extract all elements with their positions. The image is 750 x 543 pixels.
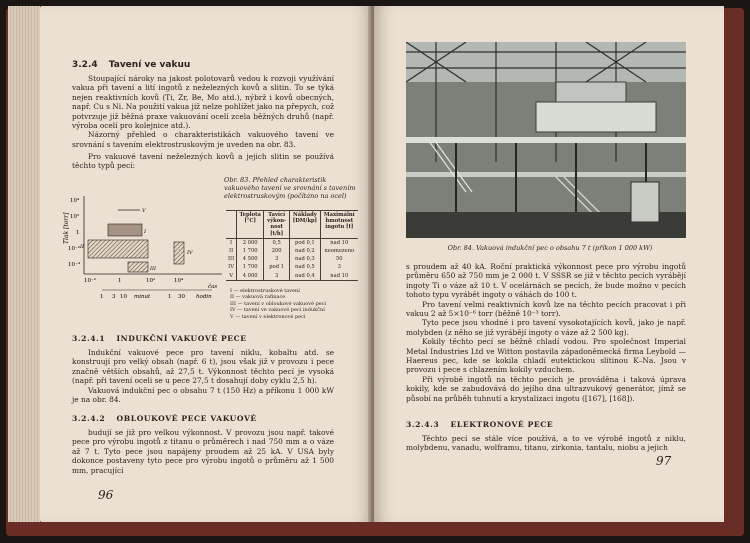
region-box-I <box>108 224 142 236</box>
time-tick: 1 <box>100 294 104 300</box>
figure-83-table <box>226 210 358 281</box>
subsection-number: 3.2.4.1 <box>72 334 106 343</box>
page-number: 96 <box>98 488 114 502</box>
furnace-photo <box>406 42 686 238</box>
table-cell: II <box>229 248 234 255</box>
table-row <box>226 247 358 255</box>
region-label: I <box>144 229 146 235</box>
table-header: Tavící výkon-nost [t/h] <box>264 211 290 239</box>
figure-83-caption <box>224 176 360 200</box>
region-boxes <box>88 210 184 272</box>
table-cell: neomezeno <box>320 247 358 255</box>
table-cell: 4 000 <box>237 272 264 281</box>
subsection-title: INDUKČNÍ VAKUOVÉ PECE <box>116 334 247 343</box>
table-cell: IV <box>228 264 234 271</box>
region-label: II <box>80 244 84 250</box>
paragraph: Těchto pecí se stále více používá, a to ve výrobě ingotů z niklu, molybdenu, vanadu, wolframu, titanu, zirkonia, tantalu, niobu a jejich <box>406 434 686 453</box>
region-label: V <box>142 208 146 214</box>
table-cell: 0,5 <box>264 238 290 247</box>
x-axis-label: čas <box>208 284 218 290</box>
legend-item: IV — tavení ve vakuové peci indukční <box>230 307 325 314</box>
table-cell: nad 0,5 <box>290 263 320 271</box>
intro-text-tail <box>72 152 334 171</box>
table-cell: nad 10 <box>320 272 358 281</box>
figure-84-caption: Obr. 84. Vakuová indukční pec o obsahu 7 t (příkon 1 000 kW) <box>447 244 653 252</box>
table-row <box>226 272 358 281</box>
y-tick: 10⁴ <box>70 198 80 204</box>
x-tick: 10⁻² <box>84 278 97 284</box>
legend-item: I — elektrostruskové tavení <box>230 288 300 294</box>
table-header <box>226 211 237 239</box>
region-box-II <box>88 240 148 258</box>
table-cell: 3 <box>264 255 290 263</box>
time-unit: hodin <box>196 294 212 300</box>
table-cell: V <box>229 272 233 279</box>
time-tick: 3 <box>112 294 116 300</box>
table-cell: 1 700 <box>237 263 264 271</box>
intro-text <box>72 74 334 149</box>
table-cell: III <box>228 256 235 263</box>
subsection-number: 3.2.4.2 <box>72 414 106 423</box>
section-heading <box>72 60 190 70</box>
time-unit: minut <box>134 294 151 300</box>
section-number: 3.2.4 <box>72 60 98 70</box>
x-ticks <box>84 277 184 284</box>
table-cell: 200 <box>264 247 290 255</box>
time-tick: 10 <box>120 294 127 300</box>
legend-item: II — vakuová rafinace <box>230 294 286 301</box>
time-axis <box>100 283 217 300</box>
subsection-title: ELEKTRONOVÉ PECE <box>450 420 554 429</box>
right-text <box>406 262 686 403</box>
paragraph: Při výrobě ingotů na těchto pecích je prováděna i taková úprava kokily, kde se zabudovává do jejího dna ultrazvukový generátor, jímž se působí na průběh tuhnutí a krystalizaci ingotu ([167], [168]). <box>406 374 686 403</box>
y-axis-label: Tlak [torr] <box>63 212 70 244</box>
paragraph: Pro vakuové tavení neželezných kovů a jejich slitin se používá těchto typů pecí: <box>72 152 334 171</box>
table-cell: nad 0,2 <box>290 247 320 255</box>
right-page <box>374 6 724 522</box>
table-cell: I <box>230 239 233 246</box>
table-header: Teplota [°C] <box>237 211 264 239</box>
table-header-row <box>226 211 358 239</box>
y-tick: 10⁻⁴ <box>68 262 81 268</box>
subsection-heading <box>406 420 553 429</box>
table-header: Náklady [DM/kp] <box>290 211 320 239</box>
paragraph: budují se již pro velkou výkonnost. V provozu jsou např. takové pece pro výrobu ingotů z titanu o průměrech i nad 750 mm a o váze až 7 t. Tyto pece jsou napájeny proudem až 25 kA. V USA byly dokonce postaveny tyto pece pro výrobu ingotů o průměru až 1 500 mm, pracující <box>72 428 334 475</box>
table-cell: 4 500 <box>237 255 264 263</box>
sub3-text <box>406 434 686 453</box>
sub1-text <box>72 348 334 404</box>
paragraph: Vakuová indukční pec o obsahu 7 t (150 Hz) a příkonu 1 000 kW je na obr. 84. <box>72 385 334 405</box>
region-label: IV <box>187 250 193 256</box>
page-number: 97 <box>656 454 672 468</box>
table-row <box>226 263 358 271</box>
x-tick: 10² <box>146 278 156 284</box>
table-cell: 50 <box>320 255 358 263</box>
subsection-title: OBLOUKOVÉ PECE VAKUOVÉ <box>116 414 257 423</box>
table-row <box>226 255 358 263</box>
paragraph: Kokily těchto pecí se běžně chladí vodou. Pro společnost Imperial Metal Industries Ltd ve Witton postavila západoněmecká firma Leybold — Haereus pec, kde se kokila chladí eutektickou slitinou K–Na. Jsou v provozu i pece s chlazením kokily vzduchem. <box>406 337 686 375</box>
figure-83-legend <box>230 288 362 320</box>
y-tick: 1 <box>76 230 80 236</box>
figure-83-chart <box>62 190 232 310</box>
subsection-number: 3.2.4.3 <box>406 420 440 429</box>
table-cell: 1 700 <box>237 247 264 255</box>
time-tick: 1 <box>168 294 172 300</box>
subsection-heading <box>72 334 247 343</box>
paragraph: Stoupající nároky na jakost polotovarů vedou k rozvoji využívání vakua při tavení a lití ingotů z neželezných kovů a slitin. To se týká nejen reaktivních kovů (Ti, Zr, Be, Mo atd.), nýbrž i kovů obecných, např. Cu s Ni. Na použití vakua již nelze pohlížet jako na přepych, což potvrzuje již běžná praxe vakuování ocelí zcela běžných druhů (např. výroba ocelí pro kolejnice atd.). <box>72 74 334 131</box>
table-cell: nad 10 <box>320 238 358 247</box>
section-title: Tavení ve vakuu <box>108 60 191 70</box>
paragraph: Pro tavení velmi reaktivních kovů lze na těchto pecích pracovat i při vakuu 2 až 5×10⁻⁶ torr (běžně 10⁻³ torr). <box>406 299 686 319</box>
caption-text: Přehled charakteristik vakuového tavení ve srovnání s tavením elektrostruskovým (počítáno na ocel) <box>224 176 356 200</box>
paragraph: Názorný přehled o charakteristikách vakuového tavení ve srovnání s tavením elektrostruskovým je uveden na obr. 83. <box>72 130 334 149</box>
caption-label: Obr. 83. <box>224 176 251 184</box>
table-header: Maximální hmotnost ingotu [t] <box>320 211 358 239</box>
table-cell: 3 <box>320 263 358 271</box>
left-page <box>40 6 372 522</box>
paragraph: Tyto pece jsou vhodné i pro tavení vysokotajících kovů, jako je např. molybden (z něho se již vyrábějí ingoty o váze až 2 500 kg). <box>406 318 686 337</box>
paragraph: s proudem až 40 kA. Roční praktická výkonnost pece pro výrobu ingotů průměru 650 až 750 mm je 2 000 t. V SSSR se již v těchto pecích vyrábějí ingoty Ti o váze až 10 t. V ocelárnách se pecích, že bude možno v pecích tohoto typu vyrábět ingoty o váhách do 100 t. <box>406 262 686 300</box>
table-cell: 3 <box>264 272 290 281</box>
table-cell: 2 000 <box>237 238 264 247</box>
paragraph: Indukční vakuové pece pro tavení niklu, kobaltu atd. se konstruují pro velký obsah (např. 6 t), jsou však již v provozu i pece značně větších obsahů, až 27,5 t. Výkonnost těchto pecí je vysoká (např. při tavení oceli se u pece 27,5 t dosahují doby cyklu 2,5 h). <box>72 348 334 386</box>
table-row <box>226 238 358 247</box>
legend-item: V — tavení v elektronové peci <box>230 313 306 320</box>
subsection-heading <box>72 414 257 423</box>
page-edges <box>8 6 40 522</box>
legend-item: III — tavení v obloukové vakuové peci <box>230 300 327 307</box>
y-tick: 10⁻² <box>68 246 81 252</box>
y-tick: 10² <box>70 214 80 220</box>
table-cell: pod 1 <box>264 263 290 271</box>
x-tick: 10⁴ <box>174 278 184 284</box>
region-box-III <box>128 262 148 272</box>
furnace-photo-illustration <box>406 42 686 238</box>
region-box-IV <box>174 242 184 264</box>
x-tick: 1 <box>118 278 122 284</box>
sub2-text <box>72 428 334 475</box>
table-cell: pod 0,1 <box>290 238 320 247</box>
time-tick: 30 <box>178 294 185 300</box>
table-cell: nad 0,3 <box>290 255 320 263</box>
table-cell: nad 0,4 <box>290 272 320 281</box>
region-label: III <box>150 266 156 272</box>
